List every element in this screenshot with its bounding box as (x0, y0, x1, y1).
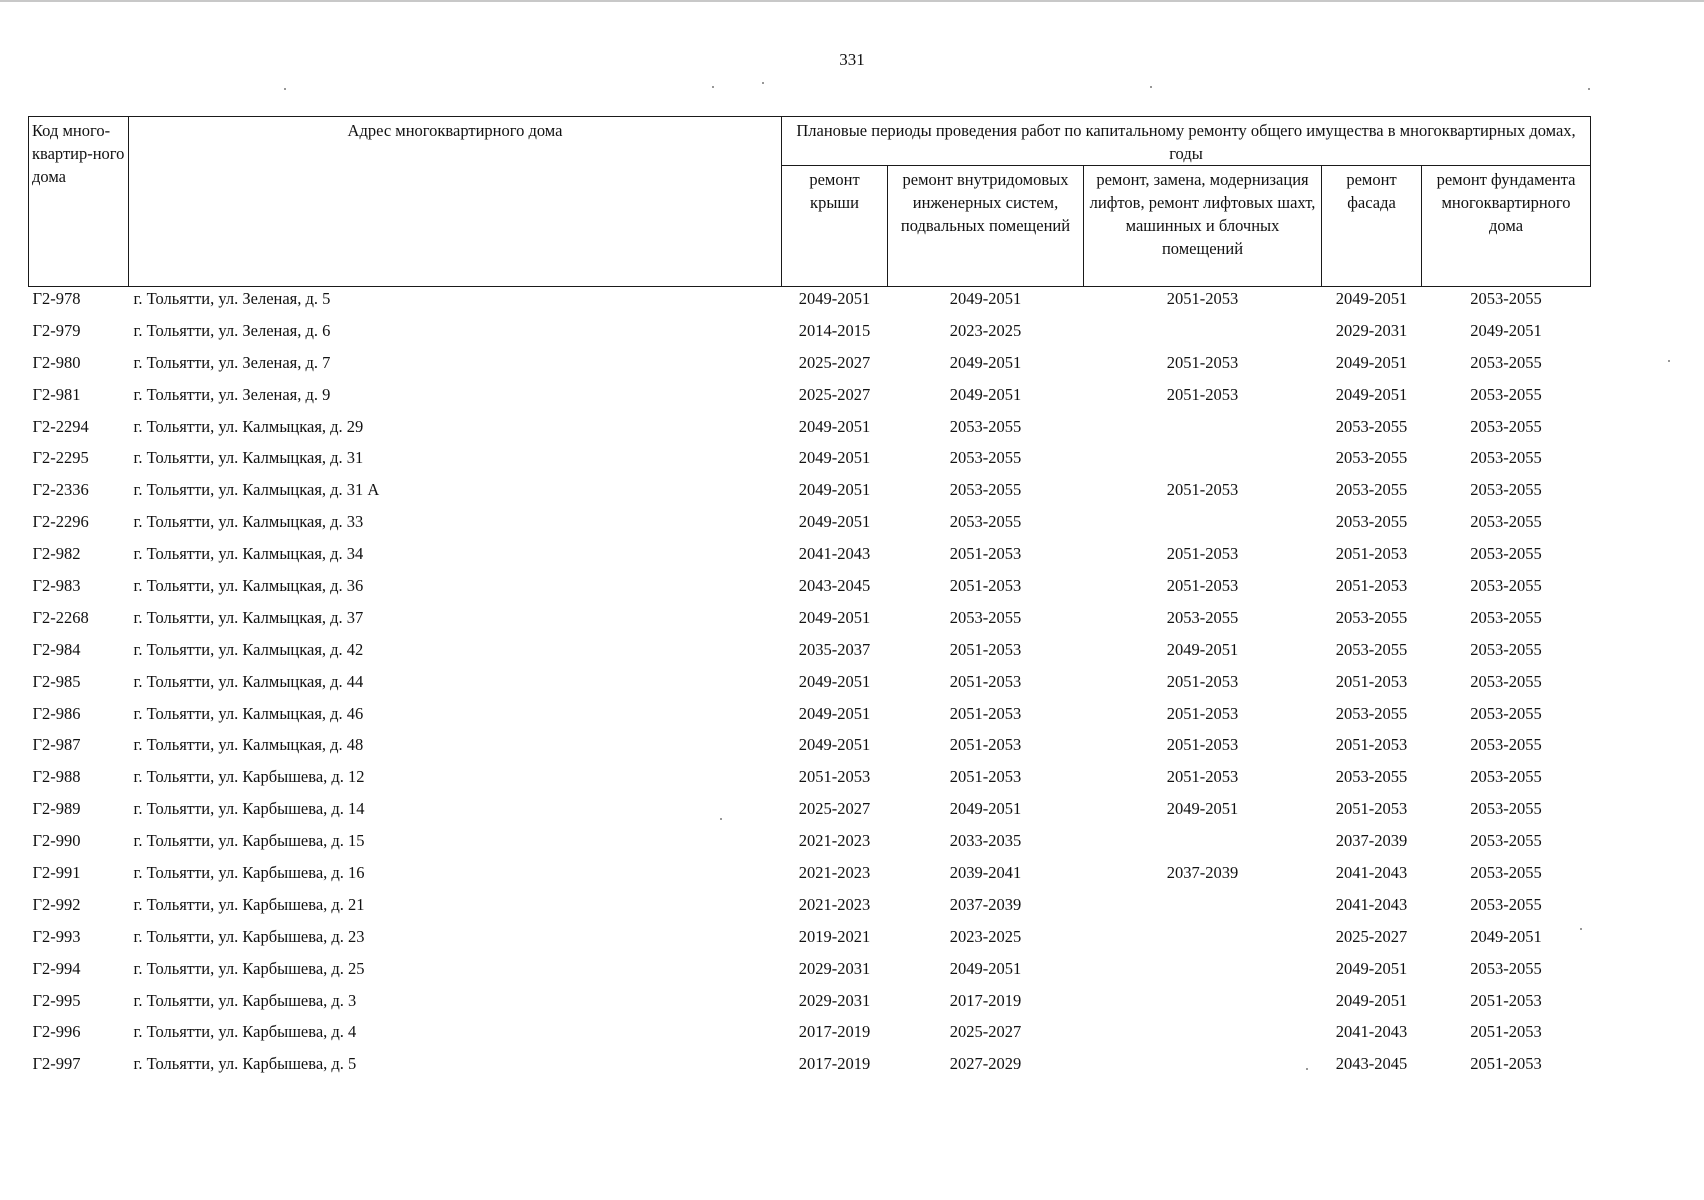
cell-code: Г2-978 (32, 289, 81, 308)
cell-engineering: 2051-2053 (949, 735, 1022, 755)
cell-foundation: 2053-2055 (1470, 767, 1542, 787)
table-row (29, 829, 1591, 861)
header-code: Код много-квартир-ного дома (29, 117, 129, 287)
cell-foundation: 2053-2055 (1470, 448, 1542, 468)
cell-engineering: 2051-2053 (949, 767, 1022, 787)
scan-speck (1668, 360, 1670, 362)
cell-code: Г2-989 (32, 799, 81, 819)
table-row (29, 670, 1591, 702)
scan-speck (1150, 86, 1152, 88)
table-row (29, 733, 1591, 765)
cell-address: г. Тольятти, ул. Калмыцкая, д. 44 (133, 671, 364, 691)
cell-roof: 2014-2015 (798, 320, 871, 340)
cell-elevators: 2051-2053 (1166, 384, 1239, 404)
scan-edge-line (0, 0, 1704, 2)
cell-roof: 2021-2023 (798, 863, 871, 883)
cell-engineering: 2053-2055 (949, 512, 1022, 532)
scan-speck (720, 818, 722, 820)
cell-facade: 2051-2053 (1335, 671, 1408, 691)
header-periods-group: Плановые периоды проведения работ по капитальному ремонту общего имущества в многоквартирных домах, годы (782, 117, 1591, 166)
cell-roof: 2021-2023 (798, 894, 871, 914)
cell-foundation: 2053-2055 (1470, 416, 1542, 436)
cell-code: Г2-987 (32, 735, 81, 755)
cell-engineering: 2049-2051 (949, 384, 1022, 404)
header-roof: ремонт крыши (782, 166, 888, 287)
table-row (29, 478, 1591, 510)
cell-address: г. Тольятти, ул. Калмыцкая, д. 46 (133, 703, 364, 723)
cell-address: г. Тольятти, ул. Зеленая, д. 9 (133, 384, 331, 404)
cell-foundation: 2053-2055 (1470, 958, 1542, 978)
cell-facade: 2053-2055 (1335, 416, 1408, 436)
cell-address: г. Тольятти, ул. Зеленая, д. 6 (133, 320, 331, 340)
cell-foundation: 2053-2055 (1470, 352, 1542, 372)
cell-engineering: 2051-2053 (949, 576, 1022, 596)
cell-address: г. Тольятти, ул. Калмыцкая, д. 29 (133, 416, 364, 436)
cell-engineering: 2027-2029 (949, 1054, 1022, 1074)
cell-roof: 2049-2051 (798, 703, 871, 723)
cell-engineering: 2051-2053 (949, 671, 1022, 691)
table-row (29, 606, 1591, 638)
cell-code: Г2-993 (32, 926, 81, 946)
cell-roof: 2049-2051 (798, 607, 871, 627)
cell-foundation: 2053-2055 (1470, 799, 1542, 819)
cell-roof: 2043-2045 (798, 576, 871, 596)
cell-code: Г2-986 (32, 703, 81, 723)
cell-address: г. Тольятти, ул. Карбышева, д. 3 (133, 990, 357, 1010)
cell-roof: 2049-2051 (798, 512, 871, 532)
cell-engineering: 2053-2055 (949, 607, 1022, 627)
table-row (29, 925, 1591, 957)
cell-foundation: 2053-2055 (1470, 544, 1542, 564)
cell-elevators: 2051-2053 (1166, 576, 1239, 596)
table-row (29, 510, 1591, 542)
cell-foundation: 2049-2051 (1470, 320, 1542, 340)
cell-facade: 2051-2053 (1335, 576, 1408, 596)
cell-elevators (1084, 1020, 1322, 1052)
cell-engineering: 2039-2041 (949, 863, 1022, 883)
cell-address: г. Тольятти, ул. Калмыцкая, д. 48 (133, 735, 364, 755)
cell-address: г. Тольятти, ул. Карбышева, д. 12 (133, 767, 365, 787)
table-row (29, 319, 1591, 351)
cell-engineering: 2049-2051 (949, 958, 1022, 978)
table-header (29, 117, 1591, 287)
cell-elevators (1084, 989, 1322, 1021)
cell-roof: 2041-2043 (798, 544, 871, 564)
cell-facade: 2041-2043 (1335, 1022, 1408, 1042)
cell-elevators: 2049-2051 (1166, 799, 1239, 819)
cell-elevators (1084, 415, 1322, 447)
cell-code: Г2-991 (32, 863, 81, 883)
cell-code: Г2-996 (32, 1022, 81, 1042)
cell-facade: 2049-2051 (1335, 289, 1408, 308)
cell-facade: 2051-2053 (1335, 799, 1408, 819)
cell-code: Г2-997 (32, 1054, 81, 1074)
cell-foundation: 2051-2053 (1470, 990, 1542, 1010)
cell-elevators: 2049-2051 (1166, 639, 1239, 659)
cell-elevators (1084, 446, 1322, 478)
cell-facade: 2025-2027 (1335, 926, 1408, 946)
cell-facade: 2049-2051 (1335, 384, 1408, 404)
cell-facade: 2053-2055 (1335, 607, 1408, 627)
cell-code: Г2-2294 (32, 416, 89, 436)
cell-code: Г2-979 (32, 320, 81, 340)
cell-roof: 2025-2027 (798, 352, 871, 372)
cell-code: Г2-2295 (32, 448, 89, 468)
table-row (29, 351, 1591, 383)
cell-address: г. Тольятти, ул. Карбышева, д. 14 (133, 799, 365, 819)
cell-engineering: 2017-2019 (949, 990, 1022, 1010)
cell-foundation: 2051-2053 (1470, 1022, 1542, 1042)
cell-elevators: 2051-2053 (1166, 703, 1239, 723)
cell-facade: 2053-2055 (1335, 512, 1408, 532)
cell-code: Г2-2268 (32, 607, 89, 627)
table-body (29, 287, 1591, 1085)
cell-address: г. Тольятти, ул. Калмыцкая, д. 33 (133, 512, 364, 532)
cell-roof: 2029-2031 (798, 990, 871, 1010)
cell-roof: 2021-2023 (798, 831, 871, 851)
cell-code: Г2-2296 (32, 512, 89, 532)
cell-engineering: 2023-2025 (949, 926, 1022, 946)
cell-foundation: 2053-2055 (1470, 480, 1542, 500)
repair-schedule-table-wrapper (28, 116, 1590, 1084)
cell-engineering: 2033-2035 (949, 831, 1022, 851)
cell-foundation: 2053-2055 (1470, 894, 1542, 914)
table-row (29, 638, 1591, 670)
cell-foundation: 2053-2055 (1470, 831, 1542, 851)
cell-code: Г2-992 (32, 894, 81, 914)
cell-engineering: 2053-2055 (949, 448, 1022, 468)
cell-engineering: 2037-2039 (949, 894, 1022, 914)
cell-facade: 2051-2053 (1335, 735, 1408, 755)
cell-code: Г2-988 (32, 767, 81, 787)
cell-code: Г2-2336 (32, 480, 89, 500)
cell-engineering: 2051-2053 (949, 544, 1022, 564)
cell-code: Г2-983 (32, 576, 81, 596)
cell-engineering: 2053-2055 (949, 480, 1022, 500)
cell-roof: 2017-2019 (798, 1054, 871, 1074)
cell-roof: 2049-2051 (798, 735, 871, 755)
cell-address: г. Тольятти, ул. Калмыцкая, д. 42 (133, 639, 364, 659)
cell-address: г. Тольятти, ул. Карбышева, д. 15 (133, 831, 365, 851)
cell-facade: 2051-2053 (1335, 544, 1408, 564)
cell-address: г. Тольятти, ул. Зеленая, д. 5 (133, 289, 331, 308)
cell-facade: 2053-2055 (1335, 448, 1408, 468)
cell-foundation: 2053-2055 (1470, 576, 1542, 596)
cell-code: Г2-980 (32, 352, 81, 372)
cell-address: г. Тольятти, ул. Карбышева, д. 21 (133, 894, 365, 914)
cell-roof: 2029-2031 (798, 958, 871, 978)
cell-elevators (1084, 319, 1322, 351)
cell-foundation: 2053-2055 (1470, 512, 1542, 532)
cell-roof: 2049-2051 (798, 416, 871, 436)
table-row (29, 1020, 1591, 1052)
cell-foundation: 2053-2055 (1470, 735, 1542, 755)
cell-elevators: 2051-2053 (1166, 352, 1239, 372)
cell-elevators (1084, 829, 1322, 861)
cell-elevators: 2051-2053 (1166, 544, 1239, 564)
table-row (29, 542, 1591, 574)
cell-code: Г2-985 (32, 671, 81, 691)
header-address: Адрес многоквартирного дома (129, 117, 782, 287)
scan-speck (1306, 1068, 1308, 1070)
cell-elevators (1084, 510, 1322, 542)
cell-roof: 2017-2019 (798, 1022, 871, 1042)
cell-facade: 2053-2055 (1335, 767, 1408, 787)
cell-code: Г2-981 (32, 384, 81, 404)
cell-roof: 2035-2037 (798, 639, 871, 659)
cell-address: г. Тольятти, ул. Карбышева, д. 16 (133, 863, 365, 883)
cell-foundation: 2053-2055 (1470, 639, 1542, 659)
cell-facade: 2053-2055 (1335, 480, 1408, 500)
cell-elevators: 2051-2053 (1166, 767, 1239, 787)
cell-roof: 2049-2051 (798, 480, 871, 500)
cell-foundation: 2053-2055 (1470, 384, 1542, 404)
cell-elevators: 2053-2055 (1166, 607, 1239, 627)
cell-engineering: 2051-2053 (949, 703, 1022, 723)
cell-foundation: 2053-2055 (1470, 671, 1542, 691)
cell-facade: 2049-2051 (1335, 352, 1408, 372)
cell-foundation: 2051-2053 (1470, 1054, 1542, 1074)
cell-roof: 2049-2051 (798, 448, 871, 468)
table-row (29, 861, 1591, 893)
cell-facade: 2037-2039 (1335, 831, 1408, 851)
cell-foundation: 2053-2055 (1470, 863, 1542, 883)
table-row (29, 415, 1591, 447)
cell-address: г. Тольятти, ул. Калмыцкая, д. 31 (133, 448, 364, 468)
cell-engineering: 2049-2051 (949, 799, 1022, 819)
cell-roof: 2049-2051 (798, 671, 871, 691)
repair-schedule-table (28, 116, 1591, 1084)
cell-address: г. Тольятти, ул. Калмыцкая, д. 31 А (133, 480, 380, 500)
cell-roof: 2019-2021 (798, 926, 871, 946)
cell-elevators (1084, 957, 1322, 989)
cell-elevators: 2051-2053 (1166, 735, 1239, 755)
cell-elevators (1084, 893, 1322, 925)
scan-speck (712, 86, 714, 88)
cell-code: Г2-994 (32, 958, 81, 978)
cell-foundation: 2049-2051 (1470, 926, 1542, 946)
cell-facade: 2049-2051 (1335, 958, 1408, 978)
header-engineering: ремонт внутридомовых инженерных систем, подвальных помещений (888, 166, 1084, 287)
cell-address: г. Тольятти, ул. Карбышева, д. 25 (133, 958, 365, 978)
cell-elevators: 2037-2039 (1166, 863, 1239, 883)
table-row (29, 383, 1591, 415)
cell-address: г. Тольятти, ул. Зеленая, д. 7 (133, 352, 331, 372)
cell-code: Г2-984 (32, 639, 81, 659)
cell-facade: 2053-2055 (1335, 703, 1408, 723)
cell-engineering: 2023-2025 (949, 320, 1022, 340)
cell-elevators: 2051-2053 (1166, 289, 1239, 308)
page-number: 331 (839, 50, 865, 69)
table-row (29, 893, 1591, 925)
table-row (29, 702, 1591, 734)
cell-foundation: 2053-2055 (1470, 607, 1542, 627)
cell-elevators (1084, 1052, 1322, 1084)
cell-code: Г2-995 (32, 990, 81, 1010)
scan-speck (284, 88, 286, 90)
cell-engineering: 2053-2055 (949, 416, 1022, 436)
cell-code: Г2-990 (32, 831, 81, 851)
cell-address: г. Тольятти, ул. Карбышева, д. 23 (133, 926, 365, 946)
cell-elevators: 2051-2053 (1166, 480, 1239, 500)
cell-facade: 2053-2055 (1335, 639, 1408, 659)
cell-address: г. Тольятти, ул. Калмыцкая, д. 37 (133, 607, 364, 627)
table-row (29, 957, 1591, 989)
header-elevators: ремонт, замена, модернизация лифтов, ремонт лифтовых шахт, машинных и блочных помещений (1084, 166, 1322, 287)
table-row (29, 765, 1591, 797)
cell-foundation: 2053-2055 (1470, 289, 1542, 308)
cell-facade: 2043-2045 (1335, 1054, 1408, 1074)
cell-address: г. Тольятти, ул. Калмыцкая, д. 36 (133, 576, 364, 596)
table-row (29, 287, 1591, 319)
header-foundation: ремонт фундамента многоквартирного дома (1422, 166, 1591, 287)
cell-address: г. Тольятти, ул. Карбышева, д. 5 (133, 1054, 357, 1074)
cell-roof: 2025-2027 (798, 799, 871, 819)
table-row (29, 797, 1591, 829)
cell-engineering: 2051-2053 (949, 639, 1022, 659)
table-row (29, 446, 1591, 478)
cell-engineering: 2049-2051 (949, 352, 1022, 372)
cell-engineering: 2025-2027 (949, 1022, 1022, 1042)
scan-speck (762, 82, 764, 84)
scan-speck (1580, 928, 1582, 930)
cell-address: г. Тольятти, ул. Карбышева, д. 4 (133, 1022, 357, 1042)
cell-elevators: 2051-2053 (1166, 671, 1239, 691)
cell-facade: 2049-2051 (1335, 990, 1408, 1010)
cell-code: Г2-982 (32, 544, 81, 564)
cell-roof: 2025-2027 (798, 384, 871, 404)
cell-engineering: 2049-2051 (949, 289, 1022, 308)
cell-facade: 2041-2043 (1335, 894, 1408, 914)
table-row (29, 1052, 1591, 1084)
header-facade: ремонт фасада (1322, 166, 1422, 287)
cell-roof: 2051-2053 (798, 767, 871, 787)
cell-elevators (1084, 925, 1322, 957)
table-row (29, 989, 1591, 1021)
table-row (29, 574, 1591, 606)
scan-speck (1588, 88, 1590, 90)
cell-address: г. Тольятти, ул. Калмыцкая, д. 34 (133, 544, 364, 564)
cell-foundation: 2053-2055 (1470, 703, 1542, 723)
cell-facade: 2041-2043 (1335, 863, 1408, 883)
cell-roof: 2049-2051 (798, 289, 871, 308)
cell-facade: 2029-2031 (1335, 320, 1408, 340)
